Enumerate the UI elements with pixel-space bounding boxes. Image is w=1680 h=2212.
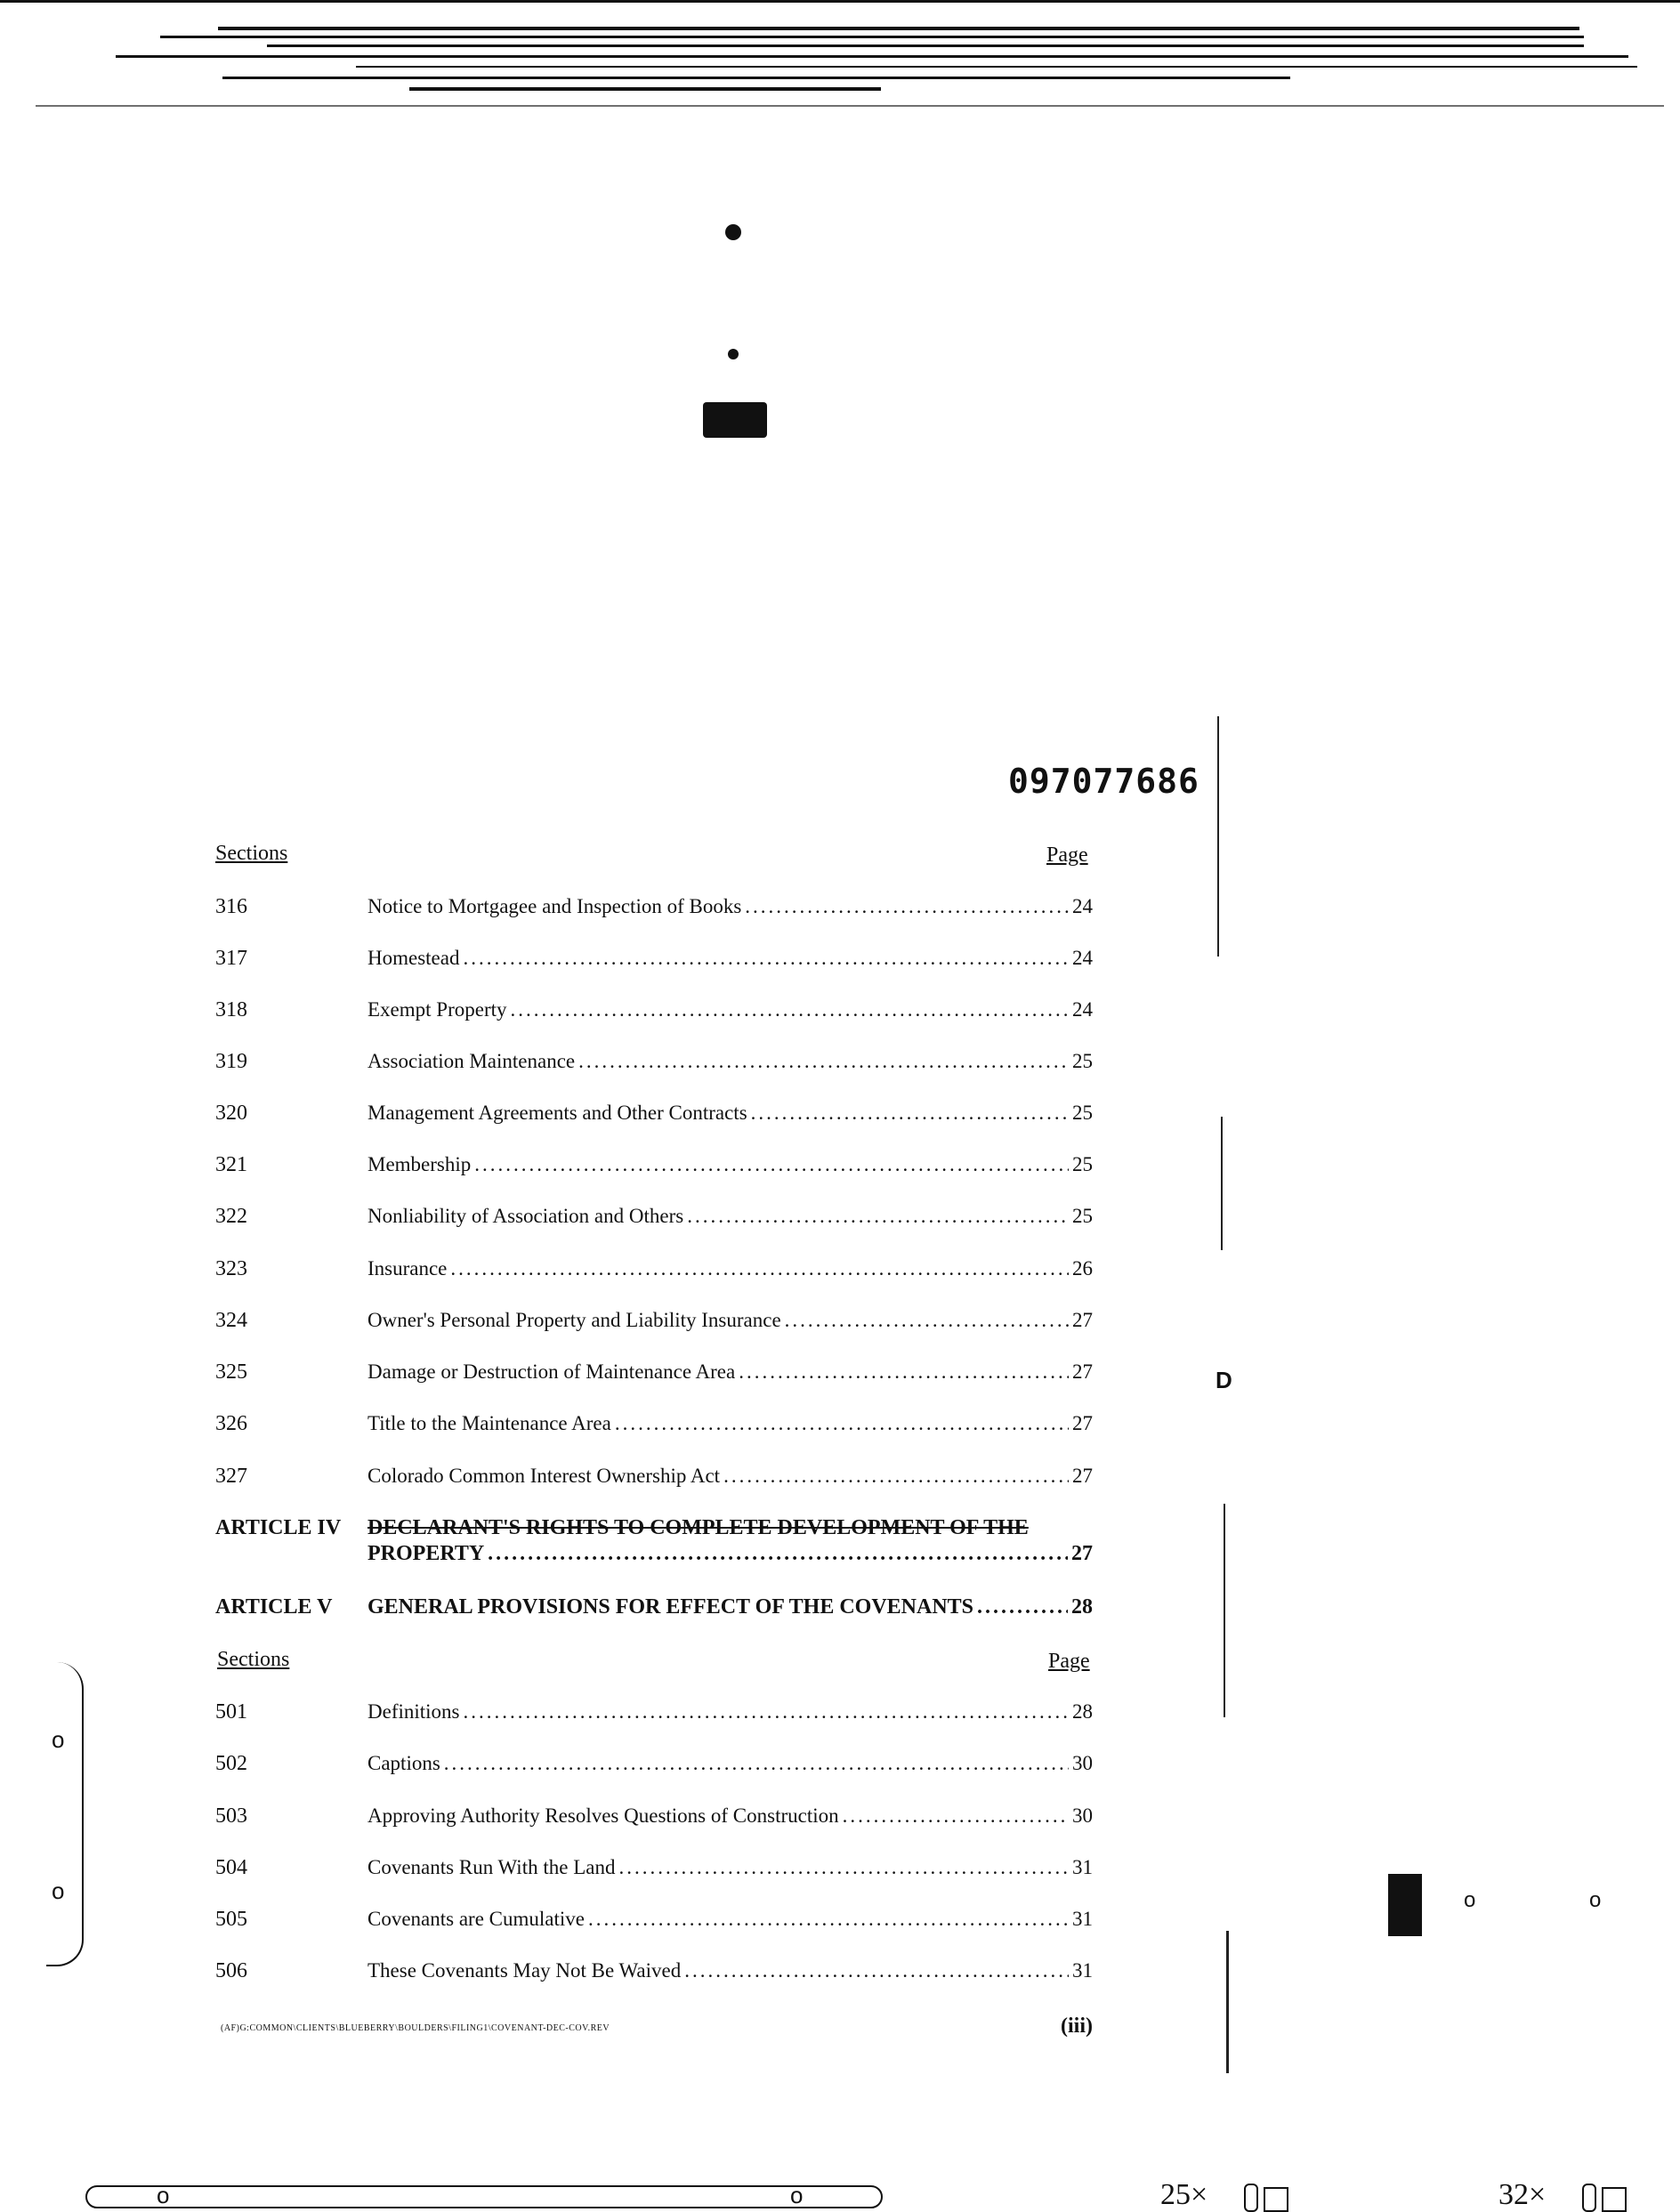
dot-leader <box>464 1700 1070 1724</box>
section-number: 325 <box>215 1360 247 1384</box>
dot-leader <box>723 1465 1069 1488</box>
page-column-header: Page <box>1048 1650 1090 1673</box>
page-number: 26 <box>1072 1257 1093 1280</box>
toc-entry <box>215 1804 1093 1835</box>
toc-entry <box>215 1959 1093 1990</box>
page-number: 31 <box>1072 1908 1093 1930</box>
section-title: Colorado Common Interest Ownership Act <box>368 1465 721 1487</box>
section-title: Covenants Run With the Land <box>368 1856 616 1878</box>
toc-entry <box>215 1465 1093 1495</box>
section-title: Insurance <box>368 1257 448 1280</box>
toc-entry <box>215 1856 1093 1886</box>
tally-box <box>1602 2187 1627 2212</box>
dot-leader <box>474 1153 1069 1176</box>
article-label: ARTICLE V <box>215 1595 333 1619</box>
section-title: Definitions <box>368 1700 460 1723</box>
dot-leader <box>977 1595 1068 1619</box>
article-v-heading <box>215 1595 1093 1626</box>
section-number: 324 <box>215 1309 247 1332</box>
section-title: Membership <box>368 1153 472 1175</box>
page-number: 30 <box>1072 1752 1093 1774</box>
toc-entry <box>215 998 1093 1029</box>
scan-vertical-rule <box>1226 1931 1229 2073</box>
margin-circle-mark: o <box>52 1877 65 1904</box>
page-number: 27 <box>1072 1465 1093 1487</box>
section-title: Nonliability of Association and Others <box>368 1205 684 1227</box>
frame-circle-mark: o <box>157 2182 170 2208</box>
tally-mark-b: 32× <box>1498 2178 1547 2211</box>
sections-column-header: Sections <box>217 1648 290 1671</box>
page-number: 25 <box>1072 1050 1093 1072</box>
dot-leader <box>739 1360 1069 1384</box>
section-number: 321 <box>215 1153 247 1176</box>
punch-hole-dot <box>725 224 741 240</box>
scan-artifact-line <box>409 87 881 91</box>
tally-box <box>1264 2187 1288 2212</box>
scan-vertical-rule <box>1217 716 1219 957</box>
punch-hole-dot <box>728 349 739 359</box>
scan-artifact-line <box>267 44 1584 47</box>
toc-entry <box>215 1205 1093 1235</box>
tally-mark-a: 25× <box>1160 2178 1208 2211</box>
page-number: 27 <box>1072 1309 1093 1331</box>
page-number: 31 <box>1072 1856 1093 1878</box>
redaction-block <box>1388 1874 1422 1936</box>
dot-leader <box>618 1856 1069 1879</box>
toc-entry <box>215 1050 1093 1080</box>
dot-leader <box>511 998 1070 1021</box>
dot-leader <box>588 1908 1069 1931</box>
toc-entry <box>215 1102 1093 1132</box>
section-number: 318 <box>215 998 247 1021</box>
page-number: 27 <box>1072 1360 1093 1383</box>
dot-leader <box>450 1257 1069 1280</box>
toc-entry <box>215 1752 1093 1782</box>
article-iv-continuation <box>215 1542 1093 1572</box>
sections-column-header: Sections <box>215 842 288 865</box>
page-number: 25 <box>1072 1205 1093 1227</box>
section-number: 322 <box>215 1205 247 1228</box>
section-number: 319 <box>215 1050 247 1073</box>
article-title: GENERAL PROVISIONS FOR EFFECT OF THE COVENANTS <box>368 1595 974 1619</box>
dot-leader <box>444 1752 1069 1775</box>
dot-leader <box>785 1309 1069 1332</box>
scan-artifact-line <box>160 36 1584 38</box>
toc-entry <box>215 1908 1093 1938</box>
page-number: 25 <box>1072 1102 1093 1124</box>
section-number: 502 <box>215 1752 247 1775</box>
section-number: 503 <box>215 1804 247 1828</box>
article-title-line1: DECLARANT'S RIGHTS TO COMPLETE DEVELOPMENT OF THE <box>368 1516 1029 1539</box>
bottom-frame-mark <box>85 2185 883 2208</box>
left-bracket-mark <box>46 1662 84 1966</box>
frame-circle-mark: o <box>790 2182 804 2208</box>
dot-leader <box>615 1412 1069 1435</box>
section-title: These Covenants May Not Be Waived <box>368 1959 682 1982</box>
margin-circle-mark: o <box>1589 1888 1602 1912</box>
dot-leader <box>687 1205 1069 1228</box>
margin-circle-mark: o <box>52 1726 65 1753</box>
redaction-block <box>703 402 767 438</box>
section-title: Title to the Maintenance Area <box>368 1412 611 1434</box>
page-column-header: Page <box>1046 844 1088 867</box>
margin-letter-mark: D <box>1216 1367 1232 1393</box>
section-number: 504 <box>215 1856 247 1879</box>
section-number: 327 <box>215 1465 247 1488</box>
footer-file-path: (AF)G:COMMON\CLIENTS\BLUEBERRY\BOULDERS\FILING1\COVENANT-DEC-COV.REV <box>221 2023 610 2033</box>
scan-artifact-line <box>356 66 1637 68</box>
section-number: 501 <box>215 1700 247 1724</box>
dot-leader <box>684 1959 1069 1982</box>
tally-box <box>1582 2184 1596 2212</box>
page-number: 27 <box>1071 1542 1093 1565</box>
scan-vertical-rule <box>1224 1504 1225 1717</box>
section-title: Owner's Personal Property and Liability Insurance <box>368 1309 781 1331</box>
footer-page-number: (iii) <box>1061 2014 1093 2038</box>
dot-leader <box>745 895 1069 918</box>
dot-leader <box>843 1804 1069 1828</box>
section-number: 316 <box>215 895 247 918</box>
page-number: 30 <box>1072 1804 1093 1827</box>
document-number: 097077686 <box>1008 762 1199 801</box>
article-label: ARTICLE IV <box>215 1516 342 1539</box>
section-number: 326 <box>215 1412 247 1435</box>
margin-circle-mark: o <box>1464 1888 1476 1912</box>
toc-entry <box>215 947 1093 977</box>
page-number: 27 <box>1072 1412 1093 1434</box>
tally-box <box>1244 2184 1258 2212</box>
toc-entry <box>215 1360 1093 1391</box>
section-title: Approving Authority Resolves Questions of Construction <box>368 1804 839 1827</box>
toc-entry <box>215 1257 1093 1288</box>
toc-entry <box>215 1412 1093 1442</box>
scan-artifact-line <box>36 105 1664 107</box>
section-title: Homestead <box>368 947 460 969</box>
dot-leader <box>488 1542 1068 1566</box>
toc-entry <box>215 1153 1093 1183</box>
section-number: 320 <box>215 1102 247 1125</box>
toc-entry <box>215 1700 1093 1731</box>
section-number: 323 <box>215 1257 247 1280</box>
dot-leader <box>463 947 1069 970</box>
section-title: Notice to Mortgagee and Inspection of Books <box>368 895 742 917</box>
scan-artifact-line <box>222 77 1290 79</box>
section-number: 505 <box>215 1908 247 1931</box>
page-number: 24 <box>1072 998 1093 1021</box>
article-title-line2: PROPERTY <box>368 1542 485 1565</box>
section-title: Damage or Destruction of Maintenance Area <box>368 1360 736 1383</box>
page-number: 28 <box>1071 1595 1093 1619</box>
section-number: 317 <box>215 947 247 970</box>
section-title: Exempt Property <box>368 998 507 1021</box>
toc-entry <box>215 895 1093 925</box>
section-title: Association Maintenance <box>368 1050 576 1072</box>
scan-vertical-rule <box>1221 1117 1223 1250</box>
scan-artifact-line <box>0 0 1680 3</box>
dot-leader <box>751 1102 1069 1125</box>
page-number: 24 <box>1072 895 1093 917</box>
section-title: Captions <box>368 1752 440 1774</box>
scan-artifact-line <box>218 27 1579 30</box>
section-number: 506 <box>215 1959 247 1982</box>
page-number: 28 <box>1072 1700 1093 1723</box>
dot-leader <box>578 1050 1069 1073</box>
section-title: Management Agreements and Other Contracts <box>368 1102 747 1124</box>
section-title: Covenants are Cumulative <box>368 1908 585 1930</box>
page-number: 25 <box>1072 1153 1093 1175</box>
page-number: 31 <box>1072 1959 1093 1982</box>
scan-artifact-line <box>116 55 1628 58</box>
toc-entry <box>215 1309 1093 1339</box>
page-number: 24 <box>1072 947 1093 969</box>
